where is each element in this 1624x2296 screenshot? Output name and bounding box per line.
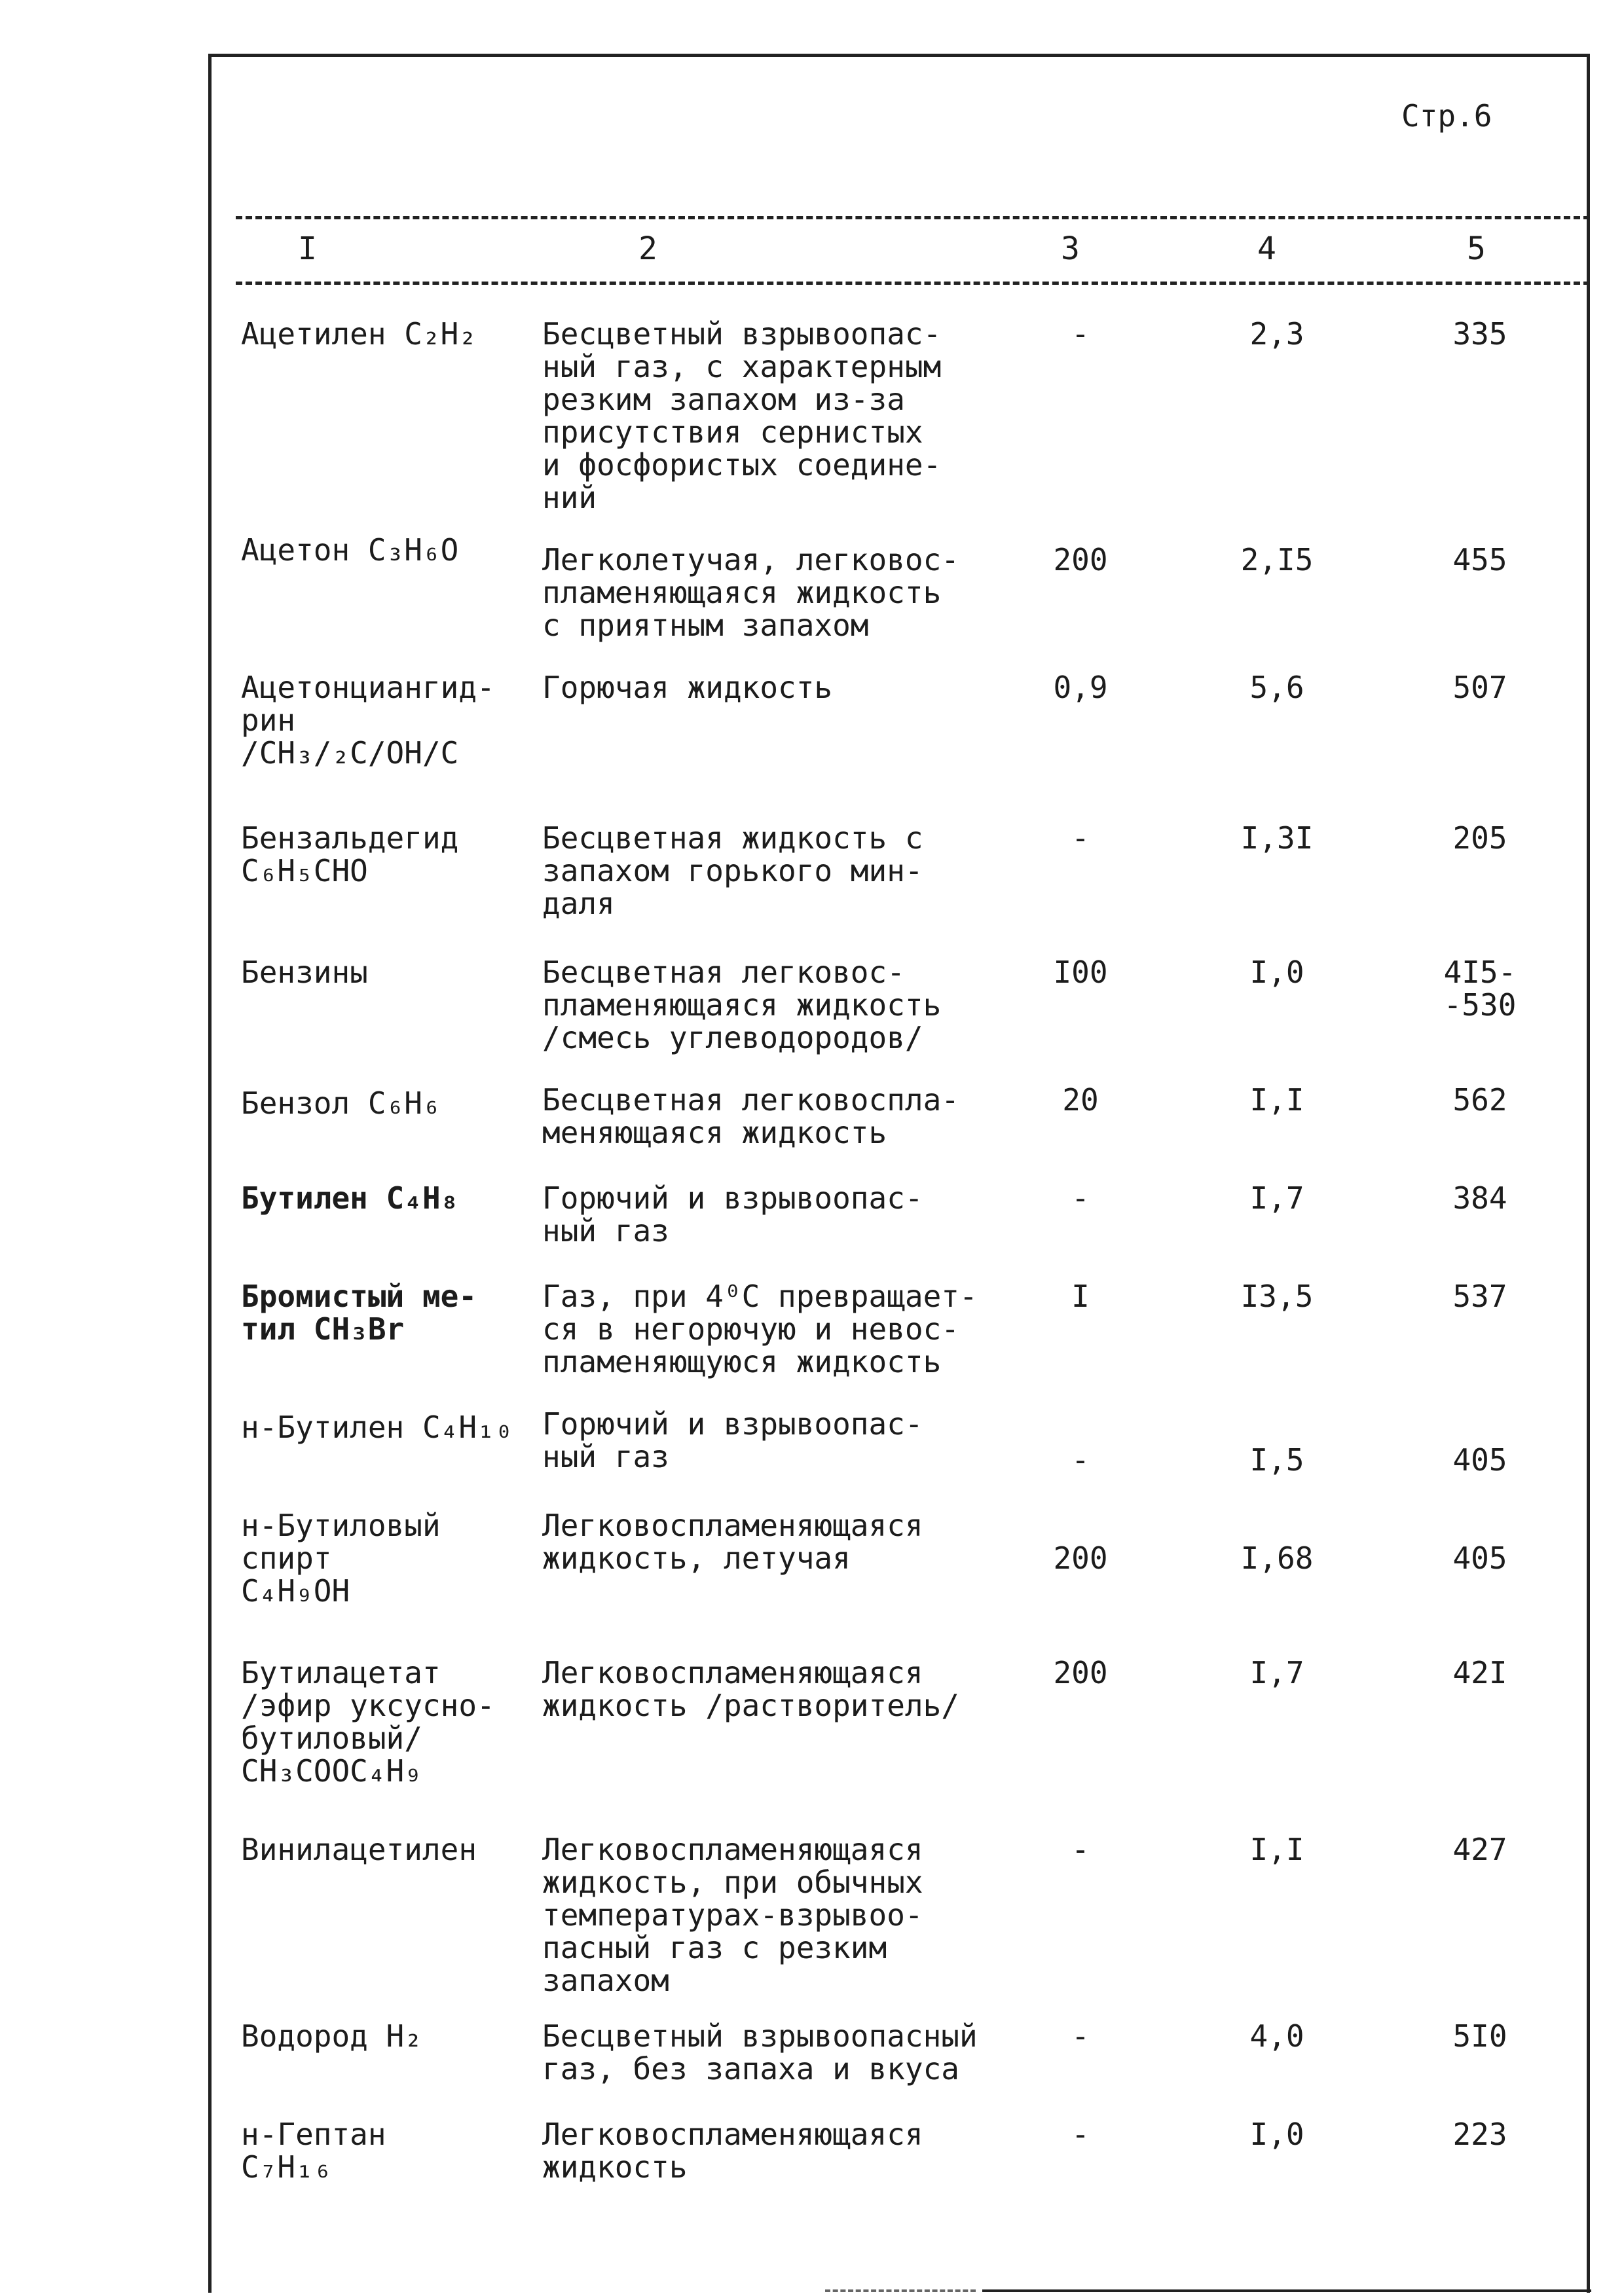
row-10-col4: I,68 [1240,1540,1314,1576]
page-number: Стр.6 [1401,98,1492,134]
row-7-col5: 384 [1452,1180,1507,1216]
row-6-col3: 20 [1062,1082,1099,1118]
header-rule-top [236,216,1590,219]
row-12-col4: I,I [1249,1832,1304,1867]
row-10-col3: 200 [1053,1540,1108,1576]
row-7-name: Бутилен C₄H₈ [241,1180,459,1216]
row-3-col3: 0,9 [1053,670,1108,705]
row-7-description: Горючий и взрывоопас- ный газ [542,1180,923,1248]
row-2-description: Легколетучая, легковос- пламеняющаяся жидкость с приятным запахом [542,542,959,643]
row-5-col3: I00 [1053,955,1108,990]
row-12-name: Винилацетилен [241,1832,477,1867]
row-6-col5: 562 [1452,1082,1507,1118]
row-9-name: н-Бутилен C₄H₁₀ [241,1410,513,1445]
row-8-col5: 537 [1452,1279,1507,1314]
row-8-description: Газ, при 4⁰C превращает- ся в негорючую и невос- пламеняющуюся жидкость [542,1279,978,1379]
row-3-col4: 5,6 [1249,670,1304,705]
row-10-col5: 405 [1452,1540,1507,1576]
row-12-description: Легковоспламеняющаяся жидкость, при обычных температурах-взрывоо- пасный газ с резким запахом [542,1832,923,1998]
row-4-col5: 205 [1452,820,1507,856]
row-8-col4: I3,5 [1240,1279,1314,1314]
row-12-col5: 427 [1452,1832,1507,1867]
column-header-5: 5 [1467,230,1486,267]
row-11-col3: 200 [1053,1655,1108,1690]
column-header-2: 2 [638,230,657,267]
row-4-col3: - [1071,820,1090,856]
row-13-name: Водород H₂ [241,2018,422,2054]
row-13-description: Бесцветный взрывоопасный газ, без запаха и вкуса [542,2018,978,2086]
row-1-description: Бесцветный взрывоопас- ный газ, с характерным резким запахом из-за присутствия сернистых и фосфористых соедине- ний [542,316,942,515]
row-13-col4: 4,0 [1249,2018,1304,2054]
row-9-description: Горючий и взрывоопас- ный газ [542,1406,923,1474]
row-2-col3: 200 [1053,542,1108,577]
row-3-col5: 507 [1452,670,1507,705]
row-13-col5: 5I0 [1452,2018,1507,2054]
bottom-line [982,2289,1591,2292]
row-1-col3: - [1071,316,1090,352]
row-6-description: Бесцветная легковоспла- меняющаяся жидкость [542,1082,959,1150]
row-9-col3: - [1071,1442,1090,1478]
header-rule-bottom [236,282,1590,285]
row-6-col4: I,I [1249,1082,1304,1118]
row-11-description: Легковоспламеняющаяся жидкость /растворитель/ [542,1655,959,1723]
row-1-col4: 2,3 [1249,316,1304,352]
row-11-name: Бутилацетат /эфир уксусно- бутиловый/ CH₃COOC₄H₉ [241,1655,495,1789]
row-14-name: н-Гептан C₇H₁₆ [241,2117,386,2185]
row-4-name: Бензальдегид C₆H₅CHO [241,820,459,888]
row-1-col5: 335 [1452,316,1507,352]
row-9-col4: I,5 [1249,1442,1304,1478]
row-14-col5: 223 [1452,2117,1507,2152]
row-5-name: Бензины [241,955,368,990]
row-4-description: Бесцветная жидкость с запахом горького мин- даля [542,820,923,921]
column-header-1: I [298,230,317,267]
row-11-col4: I,7 [1249,1655,1304,1690]
row-5-col4: I,0 [1249,955,1304,990]
row-5-col5: 4I5- -530 [1443,955,1517,1023]
row-2-col4: 2,I5 [1240,542,1314,577]
row-2-col5: 455 [1452,542,1507,577]
row-7-col3: - [1071,1180,1090,1216]
row-10-description: Легковоспламеняющаяся жидкость, летучая [542,1508,923,1576]
row-3-name: Ацетонциангид- рин /CH₃/₂C/OH/C [241,670,495,771]
row-14-col4: I,0 [1249,2117,1304,2152]
row-6-name: Бензол C₆H₆ [241,1085,441,1121]
row-3-description: Горючая жидкость [542,670,833,705]
row-4-col4: I,3I [1240,820,1314,856]
row-9-col5: 405 [1452,1442,1507,1478]
row-14-description: Легковоспламеняющаяся жидкость [542,2117,923,2185]
row-8-name: Бромистый ме- тил CH₃Br [241,1279,477,1347]
row-1-name: Ацетилен C₂H₂ [241,316,477,352]
column-header-4: 4 [1257,230,1276,267]
row-14-col3: - [1071,2117,1090,2152]
row-13-col3: - [1071,2018,1090,2054]
row-7-col4: I,7 [1249,1180,1304,1216]
row-10-name: н-Бутиловый спирт C₄H₉OH [241,1508,441,1609]
row-12-col3: - [1071,1832,1090,1867]
bottom-dashed-line [825,2289,976,2292]
column-header-3: 3 [1061,230,1080,267]
row-8-col3: I [1071,1279,1090,1314]
row-11-col5: 42I [1452,1655,1507,1690]
row-5-description: Бесцветная легковос- пламеняющаяся жидкость /смесь углеводородов/ [542,955,942,1055]
row-2-name: Ацетон C₃H₆O [241,532,459,568]
